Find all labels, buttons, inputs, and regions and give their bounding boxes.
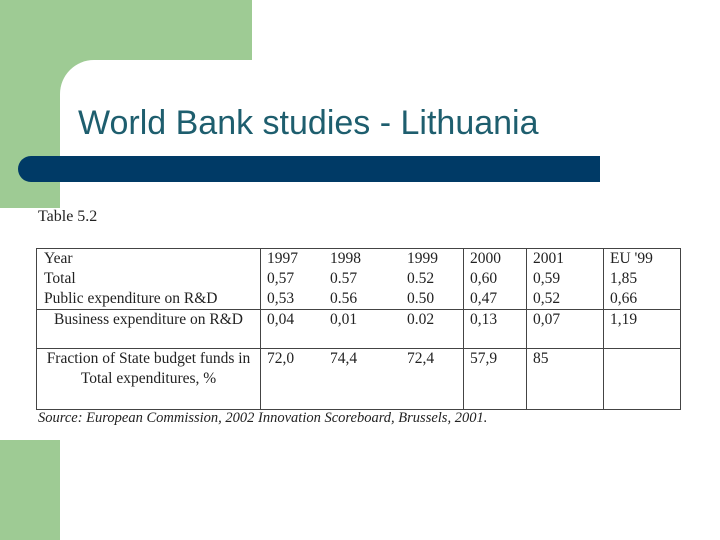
table-cell: 0.52 (401, 269, 464, 289)
title-underline-bar (18, 156, 600, 182)
table-cell: 0.02 (401, 310, 464, 349)
table-cell: 1,19 (604, 310, 681, 349)
table-cell: 0,53 (267, 290, 295, 307)
table-cell: 0,04 (261, 310, 325, 349)
row-label-state-budget-fraction: Fraction of State budget funds in Total expenditures, % (37, 349, 261, 410)
table-header-row (37, 249, 681, 270)
row-label-business-expenditure (37, 310, 261, 349)
table-cell: 57,9 (464, 349, 527, 410)
table-caption: Table 5.2 (38, 208, 98, 225)
decorative-green-block-bottom (0, 440, 60, 540)
table-row (37, 289, 681, 310)
table-cell: 0,52 (527, 289, 604, 310)
table-cell: 0,57 (267, 270, 295, 287)
table-row (37, 349, 681, 410)
table-cell: 74,4 (324, 349, 401, 410)
table-cell (604, 349, 681, 410)
header-cell-1998: 1998 (324, 249, 401, 270)
header-cell-1997: 1997 (261, 249, 325, 270)
table-row (37, 310, 681, 349)
table-cell: 0,47 (464, 289, 527, 310)
table-cell: 0,07 (527, 310, 604, 349)
rd-expenditure-table (36, 248, 681, 410)
row-label-total: Total (37, 269, 261, 289)
table-cell: 0.56 (330, 290, 358, 307)
table-cell: 0,13 (464, 310, 527, 349)
table-cell: 1,85 (604, 269, 681, 289)
table-cell: 72,0 (261, 349, 325, 410)
row-label-public-expenditure: Public expenditure on R&D (37, 289, 261, 310)
slide-title: World Bank studies - Lithuania (78, 104, 539, 142)
header-cell-year: Year (37, 249, 261, 270)
table-cell: 0,60 (464, 269, 527, 289)
source-citation: Source: European Commission, 2002 Innovation Scoreboard, Brussels, 2001. (38, 410, 488, 426)
table-cell: 0,59 (527, 269, 604, 289)
header-cell-2000: 2000 (464, 249, 527, 270)
table-cell: 0,01 (324, 310, 401, 349)
table-cell: 0.50 (401, 289, 464, 310)
row-label-text: Business expenditure on R&D (54, 311, 243, 328)
table-cell: 85 (527, 349, 604, 410)
header-cell-2001: 2001 (527, 249, 604, 270)
header-cell-1999: 1999 (401, 249, 464, 270)
table-row (37, 269, 681, 289)
table-cell: 72,4 (401, 349, 464, 410)
table-cell: 0.57 (330, 270, 358, 287)
header-cell-eu99: EU '99 (604, 249, 681, 270)
table-cell: 0,66 (604, 289, 681, 310)
